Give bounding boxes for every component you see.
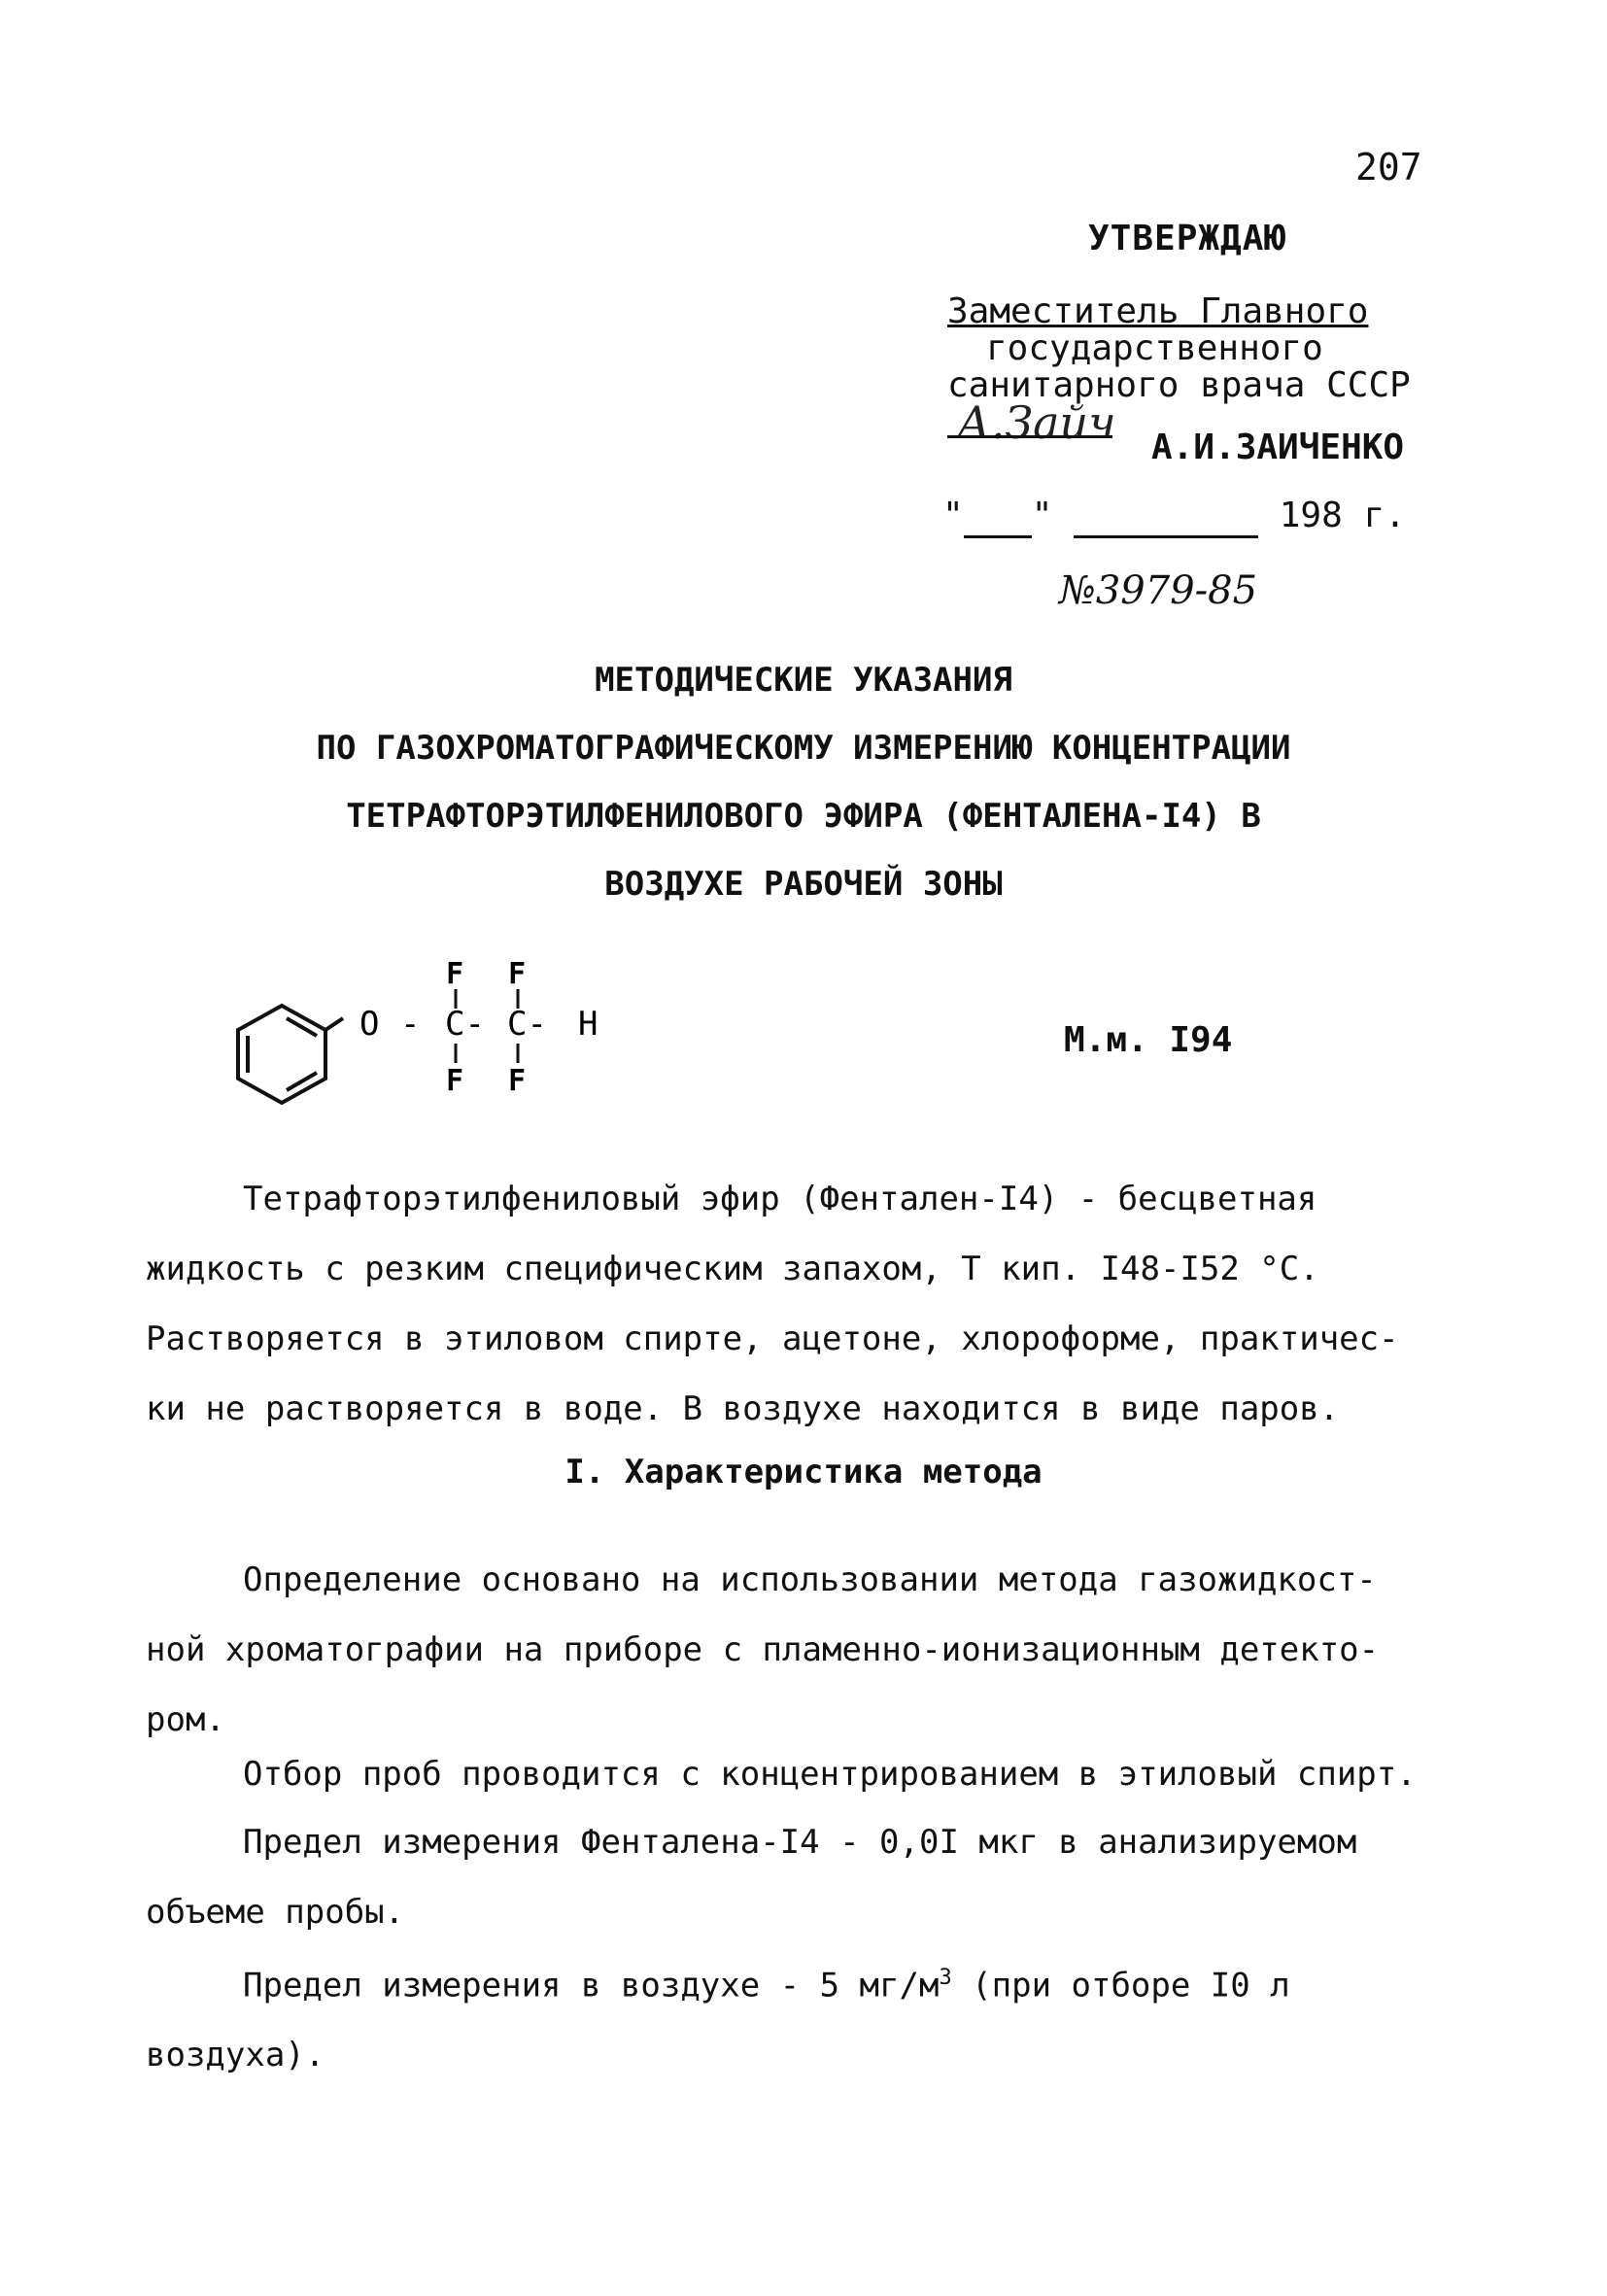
approval-heading: УТВЕРЖДАЮ xyxy=(1088,219,1287,258)
document-number xyxy=(1059,568,1257,613)
title-line-4: ВОЗДУХЕ РАБОЧЕЙ ЗОНЫ xyxy=(604,865,1003,904)
paragraph-air-limit xyxy=(146,1943,1477,2090)
paragraph-line: Предел измерения Фенталена-I4 - 0,0I мкг в анализируемом xyxy=(243,1823,1357,1862)
hydrogen-atom: H xyxy=(578,1005,598,1044)
approver-position-line2: государственного xyxy=(986,328,1323,368)
date-quote-close: " xyxy=(1031,496,1053,535)
fluorine-top-1: F xyxy=(446,962,464,991)
paragraph-properties xyxy=(146,1164,1467,1444)
title-line-1: МЕТОДИЧЕСКИЕ УКАЗАНИЯ xyxy=(595,661,1012,700)
date-suffix: г. xyxy=(1363,496,1406,535)
air-limit-text-end: (при отборе I0 л xyxy=(951,1966,1290,2005)
document-number-prefix: № xyxy=(1059,568,1096,613)
paragraph-line: жидкость с резким специфическим запахом, Т кип. I48-I52 °С. xyxy=(146,1250,1319,1288)
paragraph-line: ром. xyxy=(146,1700,225,1739)
date-month-blank xyxy=(1074,496,1258,538)
paragraph-line: Тетрафторэтилфениловый эфир (Фенталeн-I4) - бесцветная xyxy=(243,1180,1317,1218)
fluorine-bottom-1: F xyxy=(446,1064,464,1098)
date-year: 198 xyxy=(1279,496,1343,535)
oxygen-atom: O xyxy=(359,1005,380,1044)
date-day-blank xyxy=(964,496,1032,538)
document-number-value: 3979-85 xyxy=(1095,568,1258,613)
superscript-3: 3 xyxy=(939,1966,952,1990)
approver-position-line3: санитарного врача СССР xyxy=(947,365,1411,405)
paragraph-sampling: Отбор проб проводится с концентрированием в этиловый спирт. xyxy=(243,1755,1417,1794)
paragraph-detection-limit xyxy=(146,1807,1477,1947)
paragraph-line xyxy=(146,1943,1477,2020)
paragraph-line: Определение основано на использовании метода газожидкост- xyxy=(243,1560,1377,1599)
air-limit-text: Предел измерения в воздухе - 5 мг/м xyxy=(243,1966,940,2005)
date-quote-open: " xyxy=(942,496,964,535)
approver-position-line1: Заместитель Главного xyxy=(947,291,1369,331)
molecular-weight: М.м. I94 xyxy=(1064,1020,1233,1060)
carbon-atom-2: C- xyxy=(507,1005,547,1044)
title-line-3: ТЕТРАФТОРЭТИЛФЕНИЛОВОГО ЭФИРА (ФЕНТАЛЕНА-I4) В xyxy=(346,797,1261,836)
fluorine-bottom-2: F xyxy=(508,1064,527,1098)
section-heading: I. Характеристика метода xyxy=(564,1453,1043,1491)
signer-name: А.И.ЗАИЧЕНКО xyxy=(1151,428,1405,467)
structural-formula xyxy=(223,962,632,1127)
handwritten-signature: А.Зайч xyxy=(957,396,1116,449)
benzene-ring-icon xyxy=(238,1006,343,1103)
paragraph-line: ки не растворяется в воде. В воздухе находится в виде паров. xyxy=(146,1389,1340,1428)
paragraph-line: Растворяется в этиловом спирте, ацетоне, хлороформе, практичес- xyxy=(146,1319,1399,1358)
paragraph-line: воздуха). xyxy=(146,2036,325,2075)
carbon-atom-1: C- xyxy=(445,1005,485,1044)
paragraph-method xyxy=(146,1545,1477,1755)
approval-date xyxy=(942,496,1406,538)
bond-dash: - xyxy=(400,1005,421,1044)
signature-line xyxy=(947,435,1112,438)
page-number: 207 xyxy=(1355,146,1422,188)
fluorine-top-2: F xyxy=(508,962,527,991)
paragraph-line: объеме пробы. xyxy=(146,1893,405,1932)
paragraph-line: ной хроматографии на приборе с пламенно-ионизационным детекто- xyxy=(146,1630,1380,1669)
title-line-2: ПО ГАЗОХРОМАТОГРАФИЧЕСКОМУ ИЗМЕРЕНИЮ КОНЦЕНТРАЦИИ xyxy=(316,729,1291,768)
